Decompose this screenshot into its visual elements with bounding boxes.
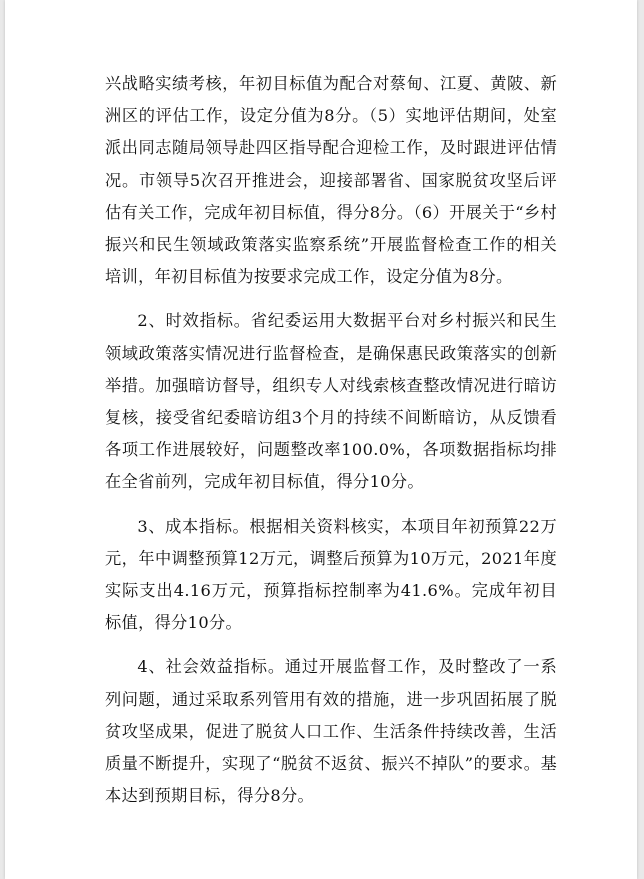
viewer-right-margin bbox=[637, 0, 644, 879]
paragraph-timeliness-indicator: 2、时效指标。省纪委运用大数据平台对乡村振兴和民生领域政策落实情况进行监督检查，是确保惠民政策落实的创新举措。加强暗访督导，组织专人对线索核查整改情况进行暗访复核，接受省纪委暗访组3个月的持续不间断暗访，从反馈看各项工作进展较好，问题整改率100.0%，各项数据指标均排在全省前列，完成年初目标值，得分10分。 bbox=[105, 311, 557, 492]
document-body bbox=[105, 68, 557, 824]
document-page bbox=[5, 0, 637, 879]
paragraph-social-benefit-indicator: 4、社会效益指标。通过开展监督工作，及时整改了一系列问题，通过采取系列管用有效的措施，进一步巩固拓展了脱贫攻坚成果，促进了脱贫人口工作、生活条件持续改善，生活质量不断提升，实现了“脱贫不返贫、振兴不掉队”的要求。基本达到预期目标，得分8分。 bbox=[105, 657, 557, 806]
paragraph-evaluation-continued: 兴战略实绩考核，年初目标值为配合对蔡甸、江夏、黄陂、新洲区的评估工作，设定分值为8分。（5）实地评估期间，处室派出同志随局领导赴四区指导配合迎检工作，及时跟进评估情况。市领导5次召开推进会，迎接部署省、国家脱贫攻坚后评估有关工作，完成年初目标值，得分8分。（6）开展关于“乡村振兴和民生领域政策落实监察系统”开展监督检查工作的相关培训，年初目标值为按要求完成工作，设定分值为8分。 bbox=[105, 74, 557, 287]
paragraph-cost-indicator: 3、成本指标。根据相关资料核实，本项目年初预算22万元，年中调整预算12万元，调整后预算为10万元，2021年度实际支出4.16万元，预算指标控制率为41.6%。完成年初目标值，得分10分。 bbox=[105, 516, 557, 633]
